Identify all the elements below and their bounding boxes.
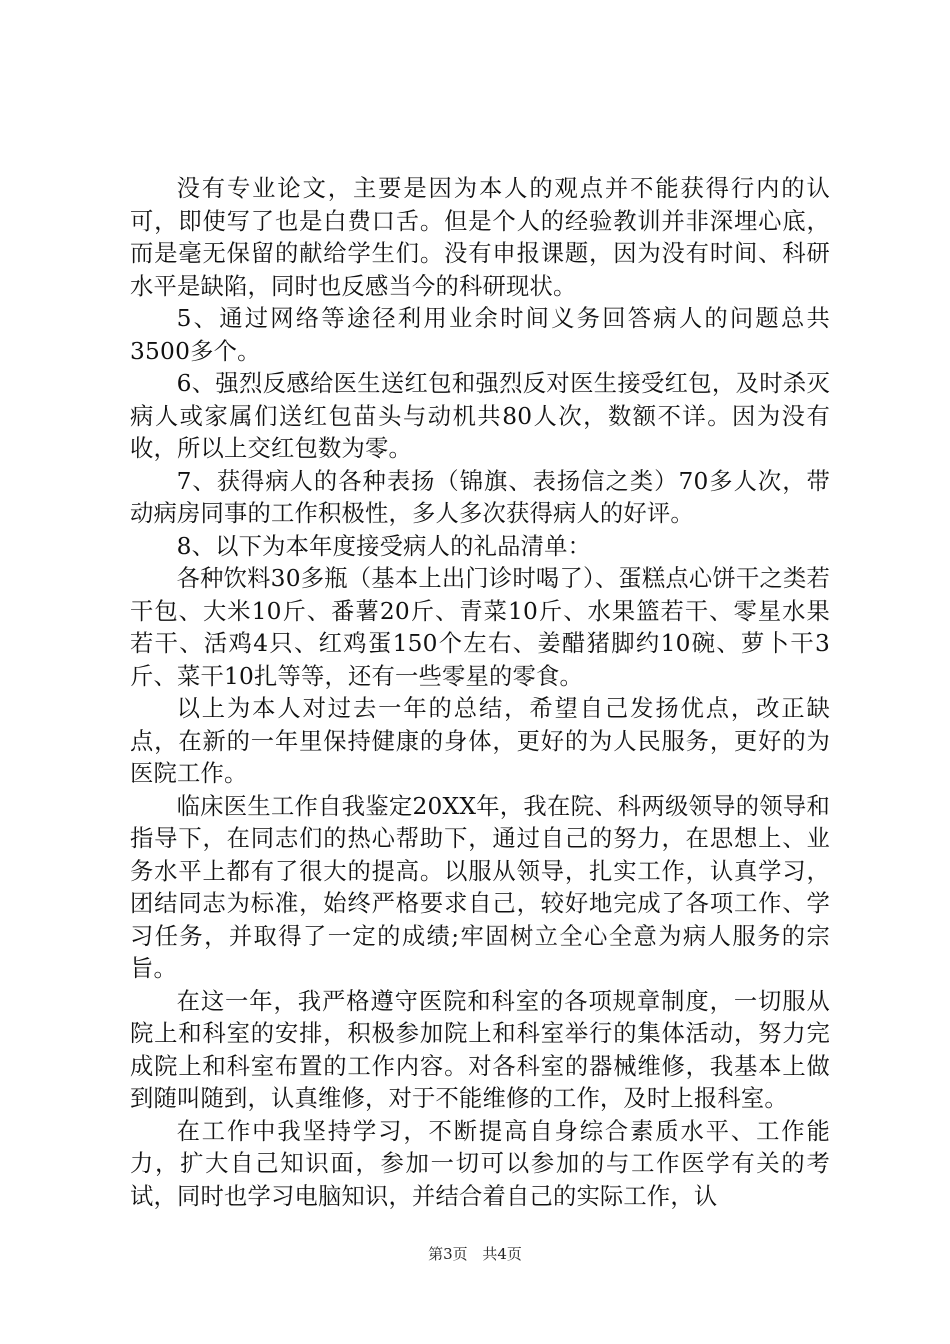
- page-total: 共4页: [482, 1245, 522, 1263]
- paragraph-self-evaluation: 临床医生工作自我鉴定20XX年，我在院、科两级领导的领导和指导下，在同志们的热心帮助下，通过自己的努力，在思想上、业务水平上都有了很大的提高。以服从领导，扎实工作，认真学习，团结同志为标准，始终严格要求自己，较好地完成了各项工作、学习任务，并取得了一定的成绩;牢固树立全心全意为病人服务的宗旨。: [130, 792, 830, 982]
- page-footer: [0, 1243, 950, 1264]
- page-number: 第3页: [428, 1245, 468, 1263]
- paragraph-study: 在工作中我坚持学习，不断提高自身综合素质水平、工作能力，扩大自己知识面，参加一切可以参加的与工作医学有关的考试，同时也学习电脑知识，并结合着自己的实际工作，认: [130, 1117, 830, 1210]
- paragraph-summary: 以上为本人对过去一年的总结，希望自己发扬优点，改正缺点，在新的一年里保持健康的身体，更好的为人民服务，更好的为医院工作。: [130, 695, 830, 787]
- paragraph-gift-list: 各种饮料30多瓶（基本上出门诊时喝了）、蛋糕点心饼干之类若干包、大米10斤、番薯20斤、青菜10斤、水果篮若干、零星水果若干、活鸡4只、红鸡蛋150个左右、姜醋猪脚约10碗、萝卜干3斤、菜干10扎等等，还有一些零星的零食。: [130, 565, 830, 690]
- paragraph-item-7: 7、获得病人的各种表扬（锦旗、表扬信之类）70多人次，带动病房同事的工作积极性，多人多次获得病人的好评。: [130, 467, 830, 527]
- document-body: [130, 173, 830, 1213]
- paragraph-item-6: 6、强烈反感给医生送红包和强烈反对医生接受红包，及时杀灭病人或家属们送红包苗头与动机共80人次，数额不详。因为没有收，所以上交红包数为零。: [130, 370, 830, 462]
- paragraph-item-8: 8、以下为本年度接受病人的礼品清单：: [176, 532, 592, 560]
- paragraph-item-5: 5、通过网络等途径利用业余时间义务回答病人的问题总共3500多个。: [130, 305, 830, 365]
- paragraph-papers: 没有专业论文，主要是因为本人的观点并不能获得行内的认可，即使写了也是白费口舌。但是个人的经验教训并非深埋心底，而是毫无保留的献给学生们。没有申报课题，因为没有时间、科研水平是缺陷，同时也反感当今的科研现状。: [130, 175, 830, 300]
- paragraph-this-year: 在这一年，我严格遵守医院和科室的各项规章制度，一切服从院上和科室的安排，积极参加院上和科室举行的集体活动，努力完成院上和科室布置的工作内容。对各科室的器械维修，我基本上做到随叫随到，认真维修，对于不能维修的工作，及时上报科室。: [130, 987, 830, 1112]
